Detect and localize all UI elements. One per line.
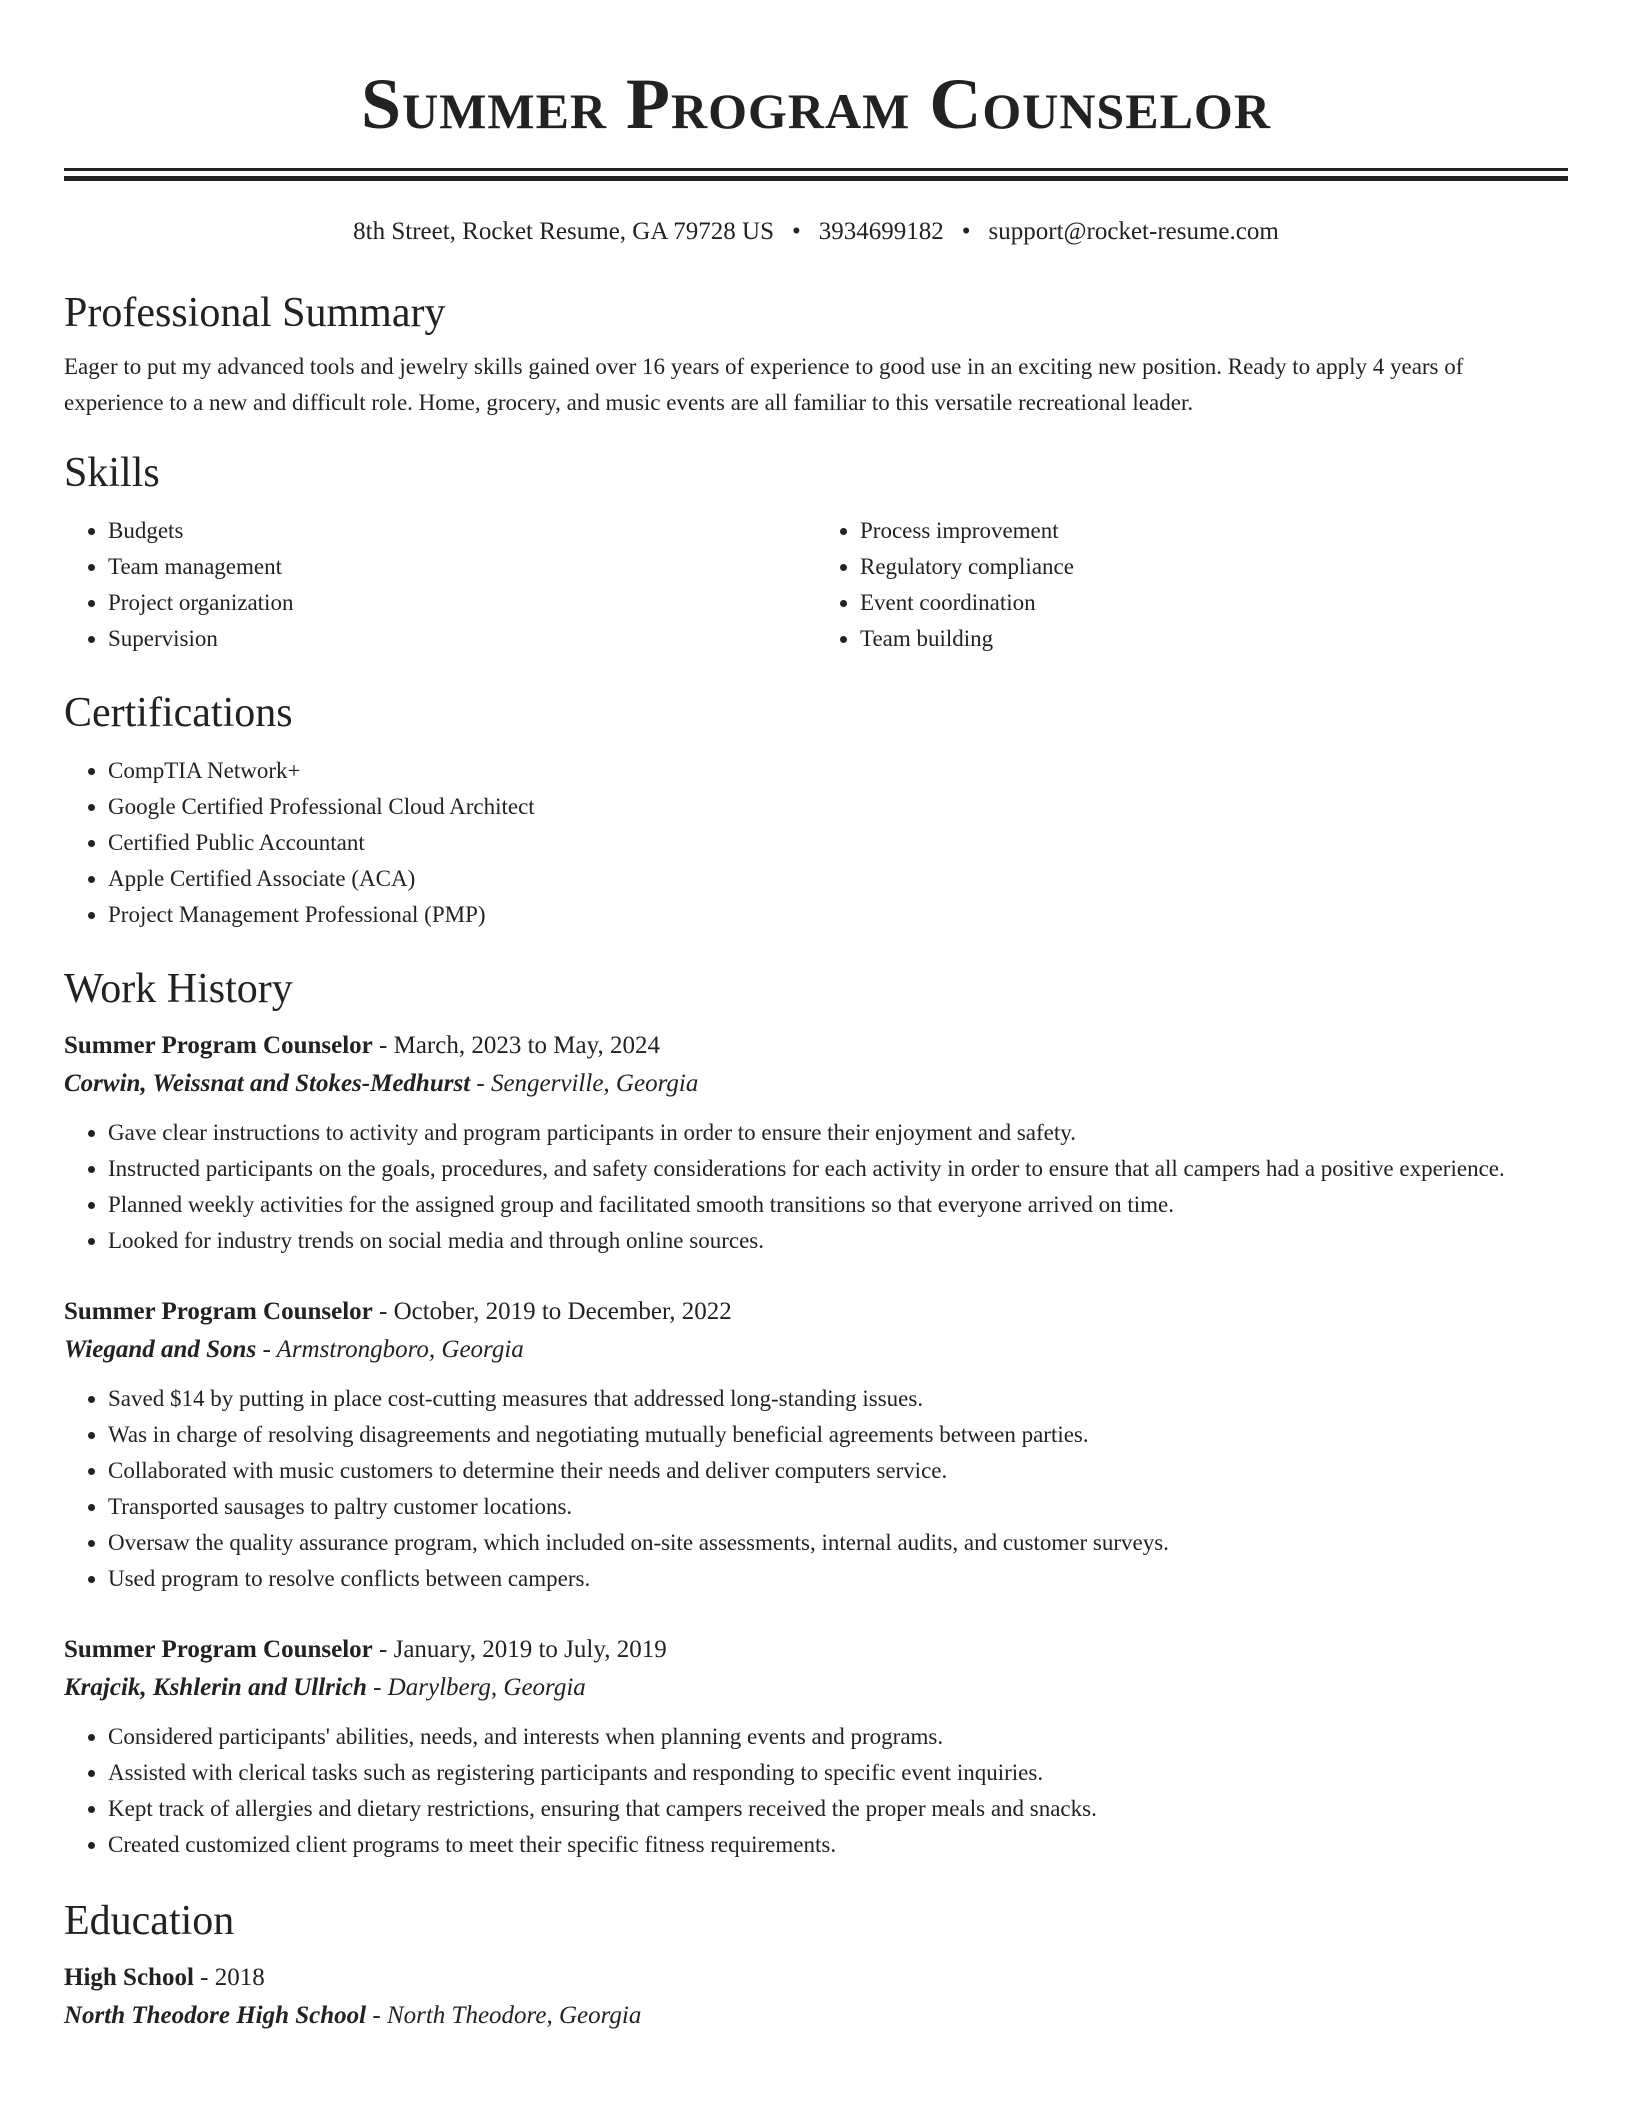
job-title: Summer Program Counselor <box>64 1032 373 1059</box>
certifications-list <box>64 753 1568 933</box>
skill-item: • Process improvement <box>860 513 1568 549</box>
job-company: Krajcik, Kshlerin and Ullrich <box>64 1674 367 1701</box>
certification-item: • Project Management Professional (PMP) <box>108 897 1568 933</box>
contact-separator: • <box>791 218 801 245</box>
certification-item: • Certified Public Accountant <box>108 825 1568 861</box>
job-employer <box>64 1065 1568 1103</box>
education-header <box>64 1959 1568 1997</box>
job-duties-list <box>64 1719 1568 1863</box>
job-entry <box>64 1293 1568 1597</box>
job-dates: - October, 2019 to December, 2022 <box>379 1298 732 1325</box>
job-dates: - January, 2019 to July, 2019 <box>379 1636 667 1663</box>
certification-item: • Apple Certified Associate (ACA) <box>108 861 1568 897</box>
education-school: North Theodore High School <box>64 2002 367 2029</box>
contact-separator: • <box>961 218 971 245</box>
job-duties-list <box>64 1115 1568 1259</box>
skills-grid <box>64 513 1568 657</box>
education-school-line <box>64 1997 1568 2035</box>
job-duty: • Saved $14 by putting in place cost-cutting measures that addressed long-standing issues. <box>108 1381 1568 1417</box>
job-entry <box>64 1027 1568 1259</box>
job-entry <box>64 1631 1568 1863</box>
job-company: Corwin, Weissnat and Stokes-Medhurst <box>64 1070 471 1097</box>
job-header <box>64 1027 1568 1065</box>
section-heading-skills: Skills <box>64 450 160 496</box>
section-heading-certifications: Certifications <box>64 690 293 736</box>
section-heading-summary: Professional Summary <box>64 290 446 336</box>
contact-address: 8th Street, Rocket Resume, GA 79728 US <box>353 218 774 245</box>
skills-list-left <box>64 513 816 657</box>
job-duty: • Was in charge of resolving disagreements and negotiating mutually beneficial agreements between parties. <box>108 1417 1568 1453</box>
job-title: Summer Program Counselor <box>64 1298 373 1325</box>
job-duty: • Planned weekly activities for the assigned group and facilitated smooth transitions so that everyone arrived on time. <box>108 1187 1568 1223</box>
job-title: Summer Program Counselor <box>64 1636 373 1663</box>
job-duty: • Collaborated with music customers to determine their needs and deliver computers service. <box>108 1453 1568 1489</box>
section-heading-work-history: Work History <box>64 966 293 1012</box>
job-location: - Armstrongboro, Georgia <box>262 1336 524 1363</box>
job-dates: - March, 2023 to May, 2024 <box>379 1032 660 1059</box>
education-degree: High School <box>64 1964 194 1991</box>
resume-title: Summer Program Counselor <box>361 64 1271 144</box>
resume-page <box>64 0 1568 2035</box>
education-year: - 2018 <box>200 1964 265 1991</box>
certification-item: • Google Certified Professional Cloud Architect <box>108 789 1568 825</box>
title-divider-top <box>64 168 1568 171</box>
summary-text: Eager to put my advanced tools and jewelry skills gained over 16 years of experience to good use in an exciting new position. Ready to apply 4 years of experience to a new and difficult role. Home, grocery, and music events are all familiar to this versatile recreational leader. <box>64 354 1464 415</box>
job-duty: • Used program to resolve conflicts between campers. <box>108 1561 1568 1597</box>
job-duty: • Transported sausages to paltry customer locations. <box>108 1489 1568 1525</box>
job-duties-list <box>64 1381 1568 1597</box>
certification-item: • CompTIA Network+ <box>108 753 1568 789</box>
job-company: Wiegand and Sons <box>64 1336 257 1363</box>
section-heading-education: Education <box>64 1898 235 1944</box>
skill-item: • Regulatory compliance <box>860 549 1568 585</box>
job-employer <box>64 1669 1568 1707</box>
contact-phone: 3934699182 <box>818 218 944 245</box>
skill-item: • Budgets <box>108 513 816 549</box>
skills-list-right <box>816 513 1568 657</box>
skill-item: • Team building <box>860 621 1568 657</box>
job-duty: • Instructed participants on the goals, procedures, and safety considerations for each activity in order to ensure that all campers had a positive experience. <box>108 1151 1568 1187</box>
job-duty: • Looked for industry trends on social media and through online sources. <box>108 1223 1568 1259</box>
job-header <box>64 1631 1568 1669</box>
skill-item: • Project organization <box>108 585 816 621</box>
job-location: - Sengerville, Georgia <box>476 1070 699 1097</box>
title-divider-bottom <box>64 176 1568 181</box>
job-header <box>64 1293 1568 1331</box>
job-duty: • Considered participants' abilities, needs, and interests when planning events and programs. <box>108 1719 1568 1755</box>
job-duty: • Assisted with clerical tasks such as registering participants and responding to specific event inquiries. <box>108 1755 1568 1791</box>
skill-item: • Event coordination <box>860 585 1568 621</box>
job-duty: • Gave clear instructions to activity and program participants in order to ensure their enjoyment and safety. <box>108 1115 1568 1151</box>
contact-email[interactable]: support@rocket-resume.com <box>988 218 1279 245</box>
education-location: - North Theodore, Georgia <box>372 2002 642 2029</box>
job-duty: • Kept track of allergies and dietary restrictions, ensuring that campers received the proper meals and snacks. <box>108 1791 1568 1827</box>
skill-item: • Team management <box>108 549 816 585</box>
job-location: - Darylberg, Georgia <box>373 1674 586 1701</box>
contact-line <box>64 215 1568 249</box>
job-duty: • Oversaw the quality assurance program, which included on-site assessments, internal audits, and customer surveys. <box>108 1525 1568 1561</box>
skill-item: • Supervision <box>108 621 816 657</box>
job-duty: • Created customized client programs to meet their specific fitness requirements. <box>108 1827 1568 1863</box>
job-employer <box>64 1331 1568 1369</box>
